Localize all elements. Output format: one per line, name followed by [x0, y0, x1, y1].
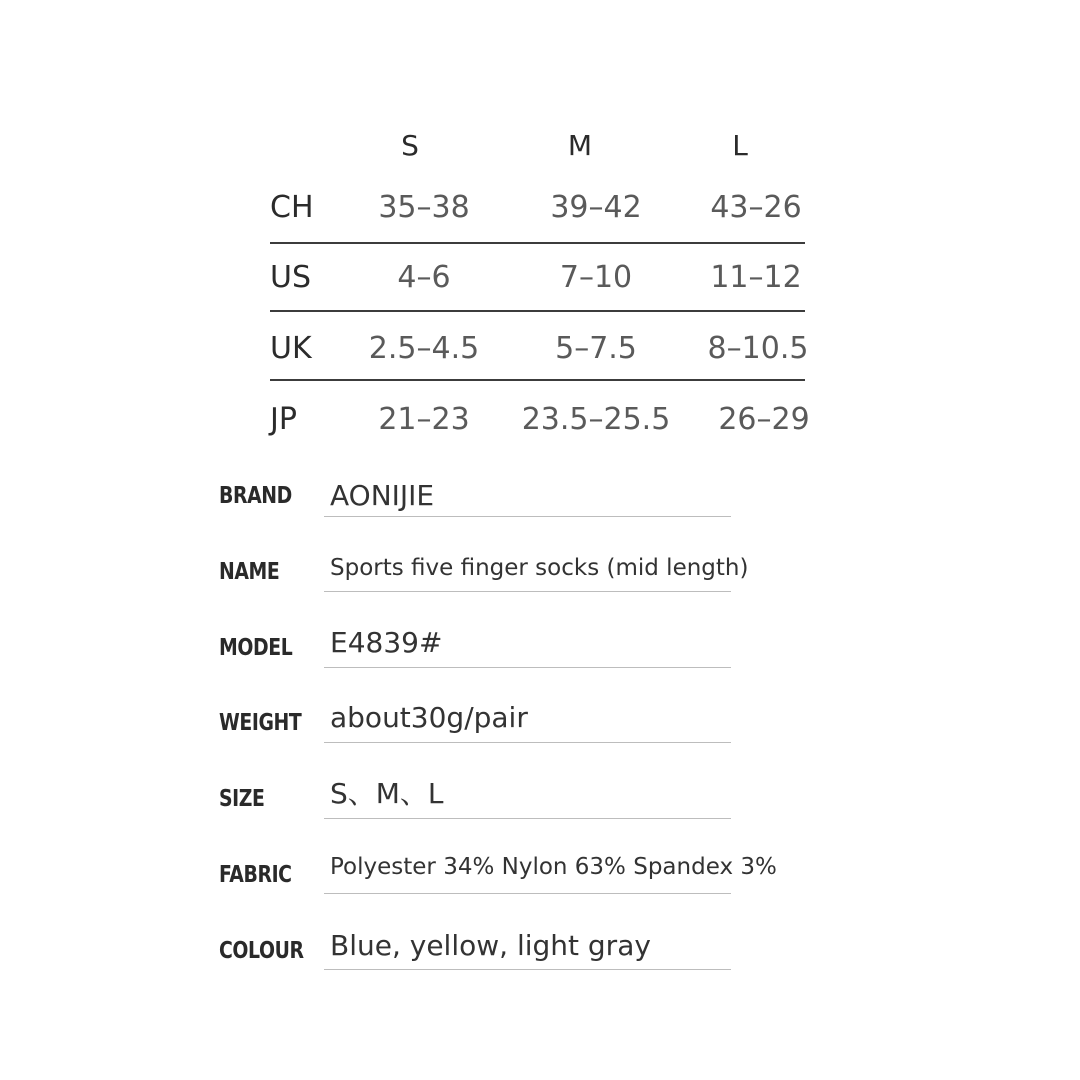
size-cell: 35–38	[378, 190, 470, 225]
column-header-s: S	[401, 129, 419, 162]
size-cell: 11–12	[710, 260, 802, 295]
spec-underline	[324, 591, 731, 592]
column-header-m: M	[567, 129, 593, 162]
size-cell: 2.5–4.5	[368, 331, 480, 366]
spec-label-brand: BRAND	[219, 483, 292, 509]
size-cell: 7–10	[559, 260, 633, 295]
size-cell: 21–23	[378, 402, 470, 437]
spec-underline	[324, 969, 731, 970]
spec-label-name: NAME	[219, 559, 280, 585]
spec-underline	[324, 516, 731, 517]
spec-label-fabric: FABRIC	[219, 862, 292, 888]
spec-value-name: Sports five finger socks (mid length)	[330, 555, 749, 581]
spec-underline	[324, 667, 731, 668]
spec-value-colour: Blue, yellow, light gray	[330, 929, 651, 962]
spec-underline	[324, 742, 731, 743]
row-divider	[270, 242, 805, 244]
row-divider	[270, 310, 805, 312]
spec-value-size: S、M、L	[330, 777, 444, 810]
size-cell: 26–29	[718, 402, 810, 437]
size-cell: 5–7.5	[555, 331, 637, 366]
spec-label-model: MODEL	[219, 635, 293, 661]
spec-label-colour: COLOUR	[219, 938, 304, 964]
spec-underline	[324, 893, 731, 894]
row-label-jp: JP	[270, 402, 297, 437]
spec-label-size: SIZE	[219, 786, 265, 812]
spec-underline	[324, 818, 731, 819]
size-cell: 43–26	[710, 190, 802, 225]
size-cell: 23.5–25.5	[521, 402, 671, 437]
column-header-l: L	[732, 129, 748, 162]
spec-value-brand: AONIJIE	[330, 479, 435, 512]
size-cell: 39–42	[550, 190, 642, 225]
row-label-uk: UK	[270, 331, 312, 366]
spec-value-fabric: Polyester 34% Nylon 63% Spandex 3%	[330, 854, 777, 880]
spec-value-model: E4839#	[330, 626, 443, 659]
size-chart-table	[0, 0, 1080, 460]
size-cell: 4–6	[397, 260, 451, 295]
row-label-ch: CH	[270, 190, 314, 225]
row-label-us: US	[270, 260, 312, 295]
product-spec-list	[0, 460, 1080, 1020]
spec-value-weight: about30g/pair	[330, 701, 528, 734]
row-divider	[270, 379, 805, 381]
spec-label-weight: WEIGHT	[219, 710, 302, 736]
size-cell: 8–10.5	[707, 331, 809, 366]
